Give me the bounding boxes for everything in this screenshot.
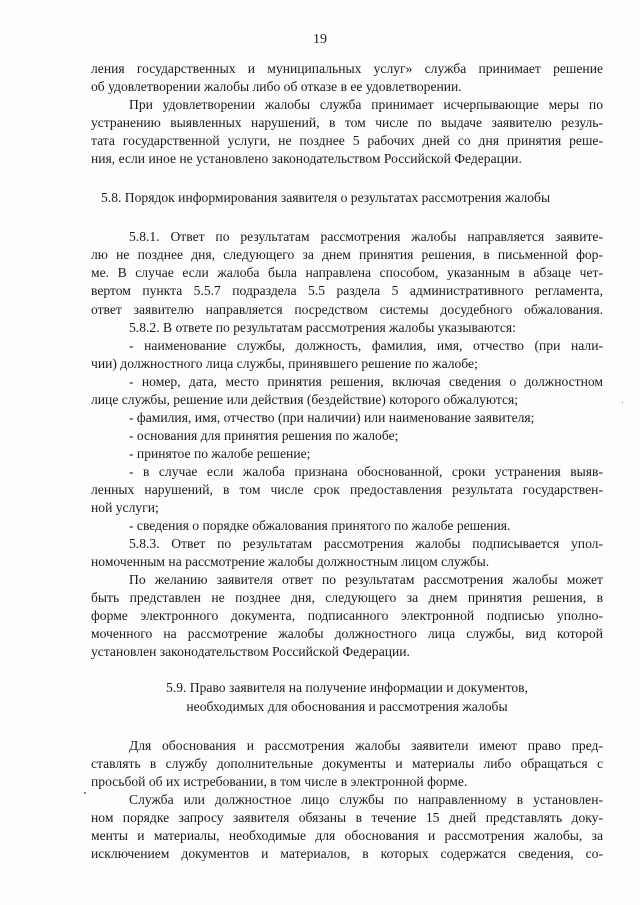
text-line: ответ заявителю направляется посредством системы досудебного обжалования. <box>91 301 603 317</box>
text-line: ставлять в службу дополнительные документы и материалы либо обращаться с <box>91 755 603 771</box>
paragraph-5-8-2 <box>91 319 603 536</box>
paragraph-5-9-2 <box>91 791 603 863</box>
text-line: устранению выявленных нарушений, в том числе по выдаче заявителю резуль- <box>91 115 603 131</box>
paragraph-satisfaction <box>91 96 603 168</box>
text-line: тата государственной услуги, не позднее 5 рабочих дней со дня принятия реше- <box>91 133 603 149</box>
text-line: При удовлетворении жалобы служба принимает исчерпывающие меры по <box>129 97 603 113</box>
text-line: установлен законодательством Российской Федерации. <box>91 644 410 660</box>
paragraph-5-9-1 <box>91 737 603 791</box>
list-item-line: чии) должностного лица службы, принявшего решение по жалобе; <box>91 355 478 371</box>
text-line: просьбой об их истребовании, в том числе в электронной форме. <box>91 773 468 789</box>
text-line: Служба или должностное лицо службы по направленному в установлен- <box>129 791 603 807</box>
list-item-line: - принятое по жалобе решение; <box>129 445 311 461</box>
paragraph-5-8-1 <box>91 228 603 318</box>
text-line: быть представлен не позднее дня, следующего за днем принятия решения, в <box>91 590 603 606</box>
scan-speck <box>622 402 623 403</box>
spacer <box>91 716 603 737</box>
text-line: 5.8.3. Ответ по результатам рассмотрения жалобы подписывается упол- <box>129 536 603 552</box>
section-heading-5-9 <box>91 679 603 715</box>
page-number: 19 <box>313 32 327 47</box>
text-line: об удовлетворении жалобы либо об отказе в ее удовлетворении. <box>91 79 462 95</box>
spacer <box>91 207 603 228</box>
spacer <box>91 661 603 679</box>
list-item-line: - сведения о порядке обжалования принятого по жалобе решения. <box>129 518 511 534</box>
text-line: исключением документов и материалов, в которых содержатся сведения, со- <box>91 845 603 861</box>
text-line: моченного на рассмотрение жалобы должностного лица службы, вид которой <box>91 626 603 642</box>
list-item-line: ной услуги; <box>91 500 159 516</box>
text-line: вертом пункта 5.5.7 подраздела 5.5 раздела 5 административного регламента, <box>91 283 603 299</box>
heading-line: необходимых для обоснования и рассмотрения жалобы <box>186 698 508 714</box>
list-item-line: - в случае если жалоба признана обоснованной, сроки устранения выяв- <box>129 463 603 479</box>
text-line: ме. В случае если жалоба была направлена способом, указанным в абзаце чет- <box>91 265 603 281</box>
list-item-line: ленных нарушений, в том числе срок предоставления результата государствен- <box>91 481 603 497</box>
document-body <box>91 60 603 863</box>
paragraph-electronic-response <box>91 571 603 661</box>
text-line: По желанию заявителя ответ по результатам рассмотрения жалобы может <box>129 572 603 588</box>
text-line: номоченным на рассмотрение жалобы должностным лицом службы. <box>91 554 490 570</box>
text-line: лю не позднее дня, следующего за днем принятия решения, в письменной фор- <box>91 247 603 263</box>
paragraph-5-8-3 <box>91 535 603 571</box>
list-item-line: - основания для принятия решения по жалобе; <box>129 427 399 443</box>
paragraph-continuation <box>91 60 603 96</box>
list-item-line: - наименование службы, должность, фамилия, имя, отчество (при нали- <box>129 337 603 353</box>
text-line: форме электронного документа, подписанного электронной подписью уполно- <box>91 608 603 624</box>
text-line: ном порядке запросу заявителя обязаны в течение 15 дней представлять доку- <box>91 809 603 825</box>
section-heading-5-8: 5.8. Порядок информирования заявителя о результатах рассмотрения жалобы <box>101 190 551 206</box>
text-line: Для обоснования и рассмотрения жалобы заявители имеют право пред- <box>129 737 603 753</box>
spacer <box>91 168 603 189</box>
text-line: 5.8.2. В ответе по результатам рассмотрения жалобы указываются: <box>129 319 516 335</box>
list-item-line: - номер, дата, место принятия решения, включая сведения о должностном <box>129 373 603 389</box>
text-line: ния, если иное не установлено законодательством Российской Федерации. <box>91 151 522 167</box>
text-line: ления государственных и муниципальных услуг» служба принимает решение <box>91 61 603 76</box>
scan-speck <box>84 792 86 794</box>
list-item-line: - фамилия, имя, отчество (при наличии) или наименование заявителя; <box>129 409 535 425</box>
list-item-line: лице службы, решение или действия (бездействие) которого обжалуются; <box>91 391 519 407</box>
text-line: менты и материалы, необходимые для обоснования и рассмотрения жалобы, за <box>91 827 603 843</box>
text-line: 5.8.1. Ответ по результатам рассмотрения жалобы направляется заявите- <box>129 229 603 245</box>
heading-line: 5.9. Право заявителя на получение информации и документов, <box>166 680 528 696</box>
